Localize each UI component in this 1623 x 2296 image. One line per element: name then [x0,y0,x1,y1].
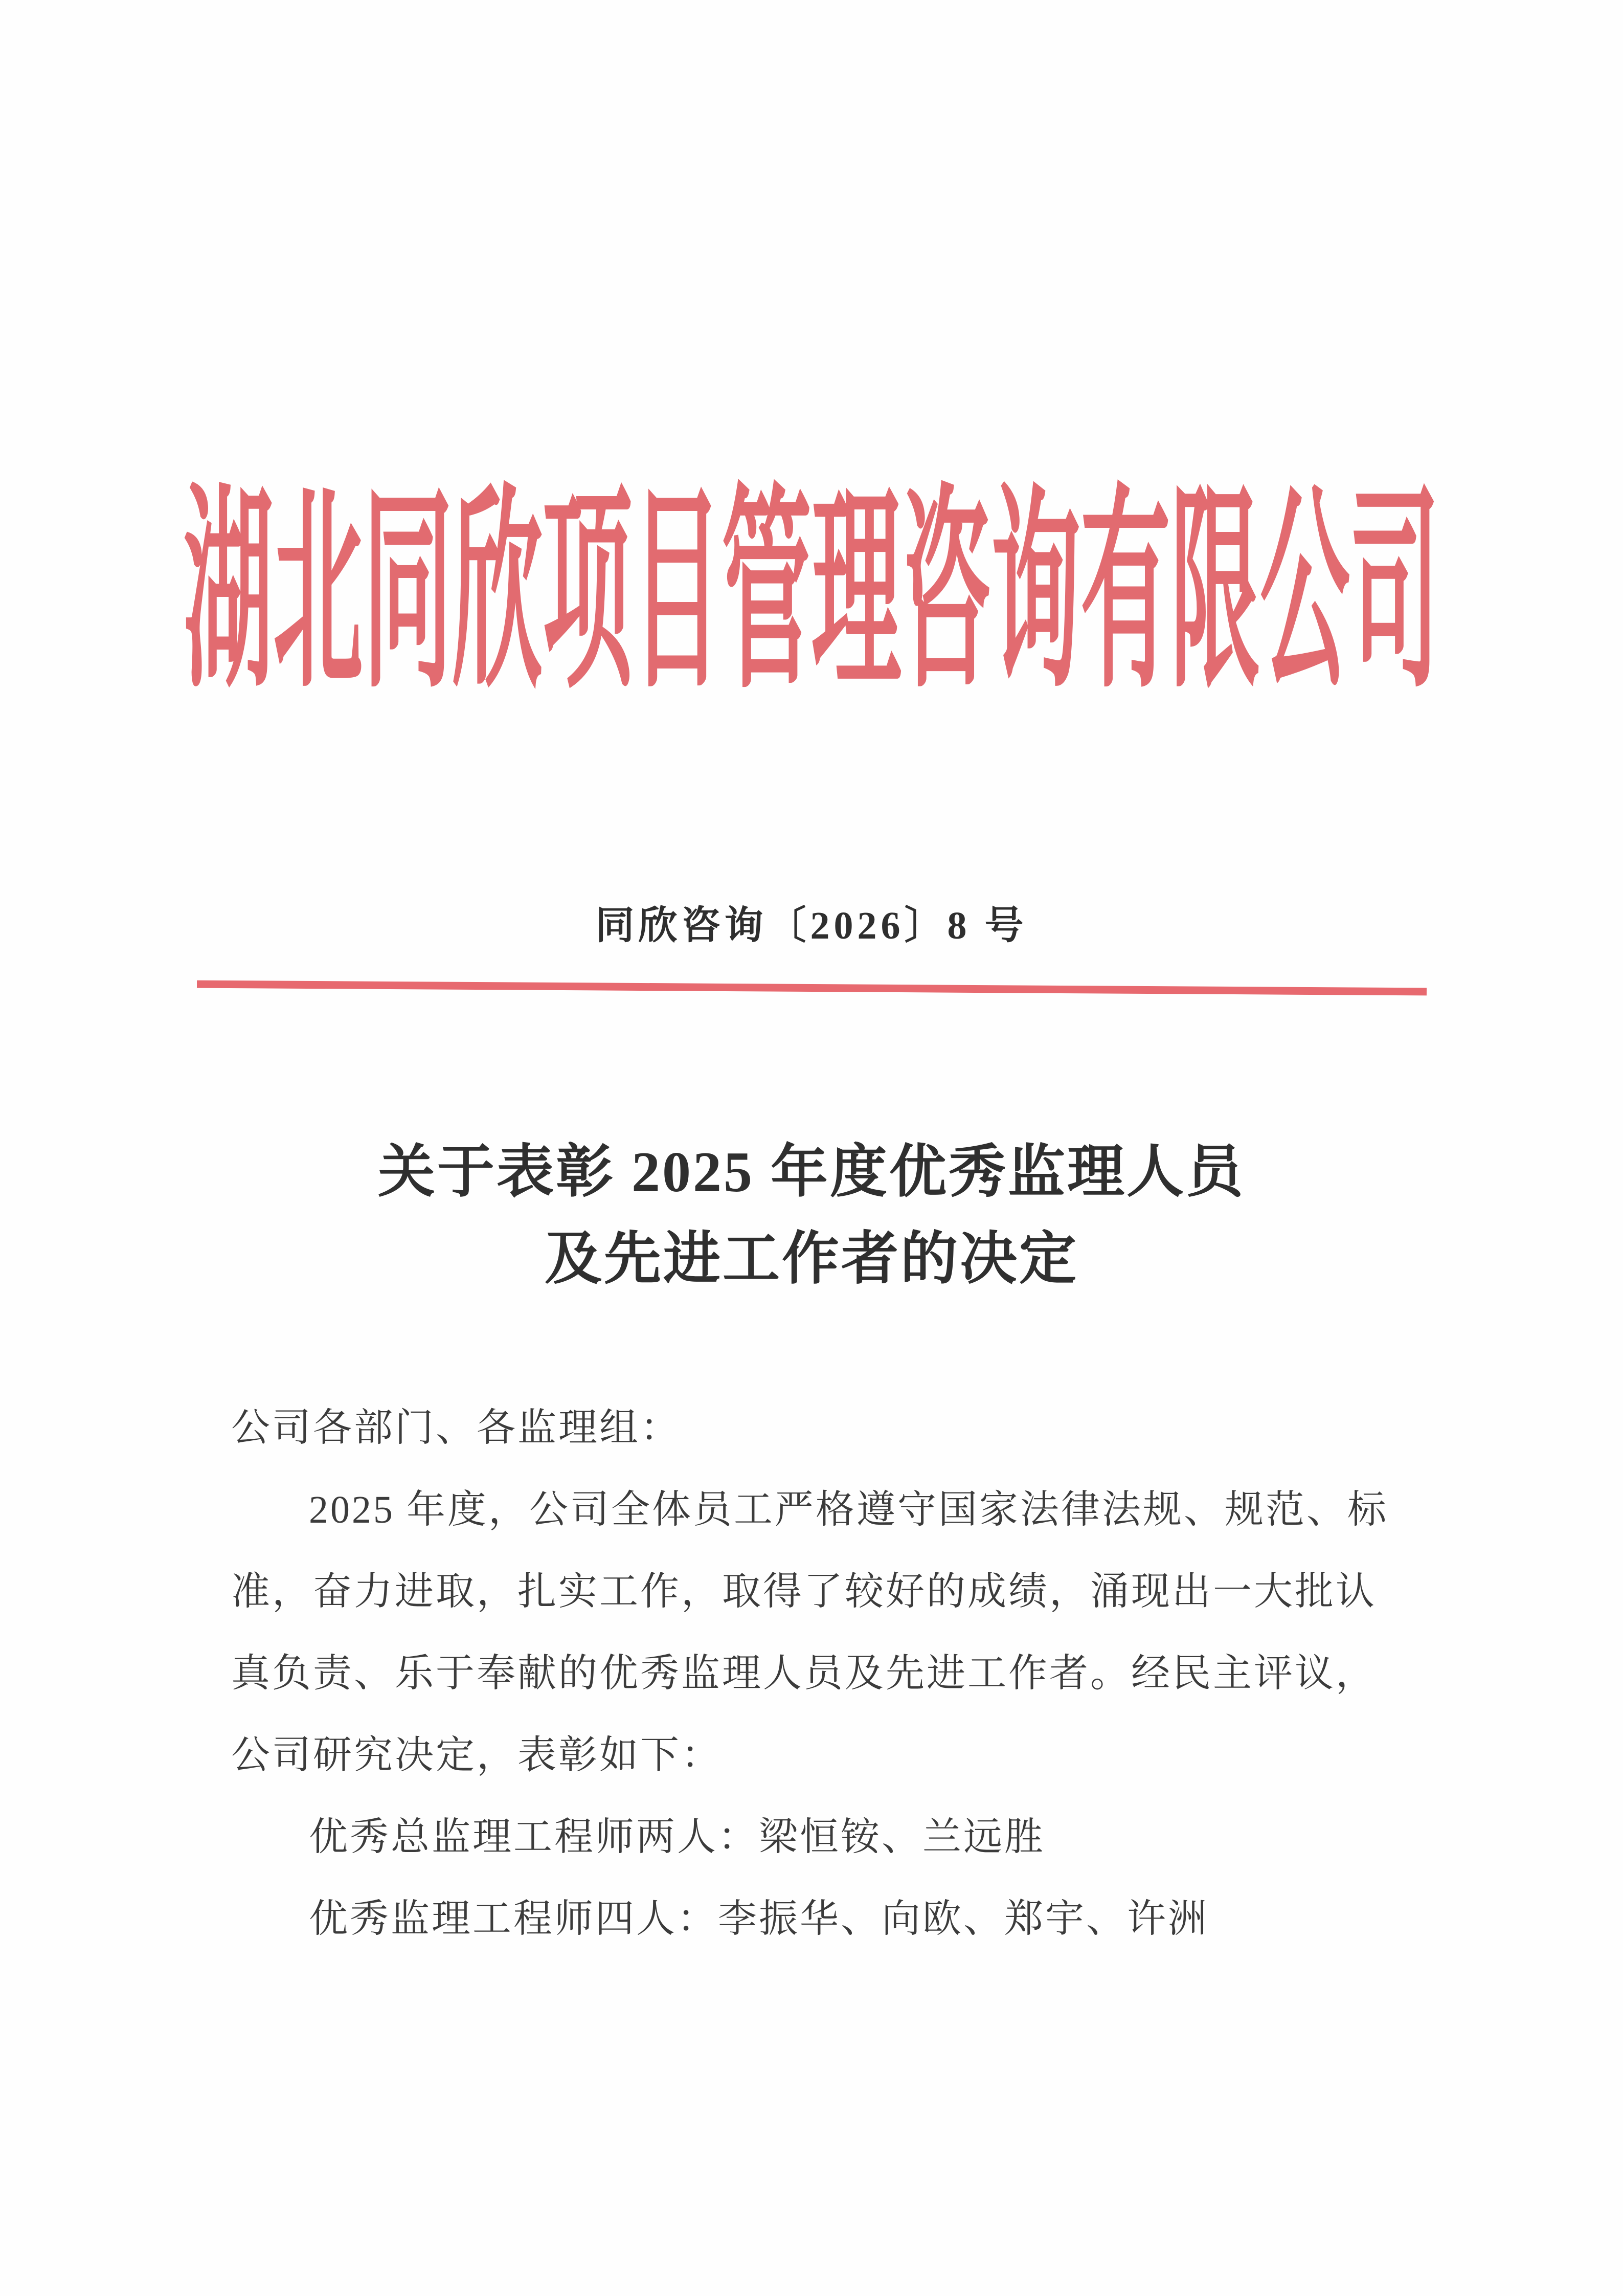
title-line-1: 关于表彰 2025 年度优秀监理人员 [378,1141,1245,1205]
body-line: 公司研究决定，表彰如下： [231,1734,722,1777]
letterhead-row [0,473,1623,714]
document-title [0,1129,1623,1303]
document-body [0,1387,1623,1960]
award-line-chief-supervisors: 优秀总监理工程师两人：梁恒铵、兰远胜 [309,1816,1045,1859]
body-line: 2025 年度，公司全体员工严格遵守国家法律法规、规范、标 [309,1488,1388,1532]
company-letterhead: 湖北同欣项目管理咨询有限公司 [183,473,1440,714]
salutation-line: 公司各部门、各监理组： [231,1407,681,1450]
title-line-2: 及先进工作者的决定 [545,1228,1078,1291]
document-number: 同欣咨询〔2026〕8 号 [595,904,1028,947]
body-line: 准，奋力进取，扎实工作，取得了较好的成绩，涌现出一大批认 [231,1570,1377,1614]
red-divider-rule [196,980,1426,996]
award-line-supervisors: 优秀监理工程师四人：李振华、向欧、郑宇、许洲 [309,1898,1209,1941]
body-line: 真负责、乐于奉献的优秀监理人员及先进工作者。经民主评议， [231,1652,1377,1696]
